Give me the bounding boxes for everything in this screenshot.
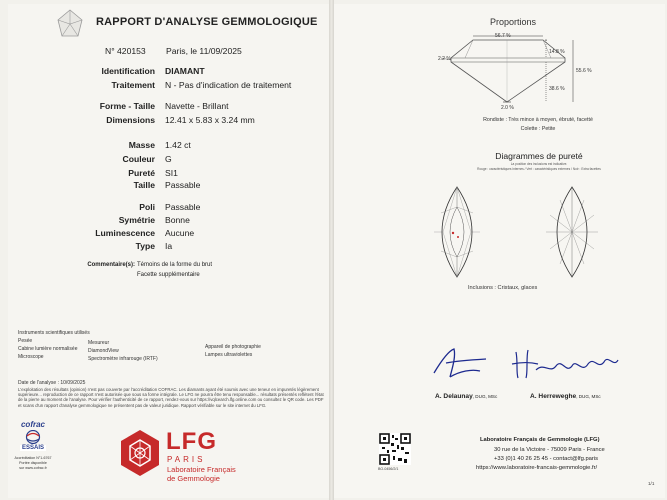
clarity-subtitle: La position des inclusions est indicative.: [510, 162, 568, 166]
comment-line-2: Facette supplémentaire: [137, 272, 200, 278]
proportions-diagram: [425, 30, 595, 110]
prop-total-depth: 55.6 %: [576, 68, 592, 74]
left-page: [8, 4, 330, 498]
value-forme: Navette - Brillant: [165, 101, 229, 111]
lab-contact: +33 (0)1 40 26 25 45 - contact@lfg.paris: [494, 456, 599, 462]
instrument-uv: Lampes ultraviolettes: [205, 352, 253, 358]
lfg-brand: LFG: [166, 428, 217, 455]
cofrac-logo: cofrac: [20, 420, 45, 429]
page-fold: [329, 0, 334, 500]
lfg-name-line1: Laboratoire Français: [167, 465, 236, 474]
label-symetrie: Symétrie: [118, 215, 155, 225]
lfg-city: PARIS: [167, 455, 206, 464]
value-dimensions: 12.41 x 5.83 x 3.24 mm: [165, 115, 255, 125]
label-commentaires: Commentaire(s):: [87, 262, 135, 268]
label-dimensions: Dimensions: [106, 115, 155, 125]
value-poli: Passable: [165, 202, 201, 212]
label-identification: Identification: [101, 66, 155, 76]
prop-culet: 2.0 %: [501, 105, 514, 111]
signature-herreweghe: [510, 344, 620, 382]
inclusions-text: Inclusions : Cristaux, glaces: [468, 285, 538, 291]
value-couleur: G: [165, 154, 172, 164]
cofrac-emblem-icon: [22, 430, 44, 444]
culet-note: Colette : Petite: [520, 126, 556, 132]
report-date: Paris, le 11/09/2025: [166, 46, 242, 56]
girdle-note: Rondiste : Très mince à moyen, ébruté, facetté: [483, 117, 593, 123]
label-couleur: Couleur: [122, 154, 155, 164]
analysis-date: Date de l'analyse : 10/09/2025: [18, 380, 86, 386]
lab-address: 30 rue de la Victoire - 75009 Paris - France: [494, 447, 605, 453]
signatory-2: A. Herreweghe, DUG, MSc: [530, 393, 601, 400]
lfg-name-line2: de Gemmologie: [167, 474, 220, 483]
instrument-photo: Appareil de photographie: [205, 344, 261, 350]
diamond-logo-icon: [54, 8, 86, 40]
report-title: RAPPORT D'ANALYSE GEMMOLOGIQUE: [96, 16, 318, 28]
value-masse: 1.42 ct: [165, 140, 191, 150]
clarity-title: Diagrammes de pureté: [495, 151, 583, 161]
lfg-hexagon-logo-icon: [118, 428, 162, 478]
instrument-mesureur: Mesureur: [88, 340, 110, 346]
clarity-pavilion-diagram: [540, 185, 605, 280]
cofrac-accreditation: Accréditation N°1-6767: [14, 456, 52, 460]
label-forme: Forme - Taille: [99, 101, 155, 111]
clarity-legend: Rouge : caractéristiques internes / Vert : caractéristiques externes / Noir : Extra facettes: [477, 167, 601, 171]
label-luminescence: Luminescence: [95, 228, 155, 238]
instrument-microscope: Microscope: [18, 354, 44, 360]
prop-girdle: 2.2 %: [438, 56, 451, 62]
label-masse: Masse: [128, 140, 155, 150]
label-traitement: Traitement: [111, 80, 155, 90]
inclusion-mark-icon: [452, 232, 454, 234]
lab-name: Laboratoire Français de Gemmologie (LFG): [480, 437, 600, 443]
cofrac-portee: Portée disponible: [19, 461, 47, 465]
comment-line-1: Témoins de la forme du brut: [137, 262, 213, 268]
label-purete: Pureté: [128, 168, 155, 178]
value-taille: Passable: [165, 180, 201, 190]
lab-website[interactable]: https://www.laboratoire-francais-gemmologie.fr/: [476, 465, 598, 471]
qr-code-icon[interactable]: [379, 433, 411, 465]
label-taille: Taille: [133, 180, 155, 190]
instrument-pesee: Pesée: [18, 338, 33, 344]
report-number: N° 420153: [105, 46, 146, 56]
value-luminescence: Aucune: [165, 228, 195, 238]
signatory-1: A. Delaunay, DUG, MSc: [435, 393, 498, 400]
instrument-cabine: Cabine lumière normalisée: [18, 346, 78, 352]
value-symetrie: Bonne: [165, 215, 190, 225]
qr-code-id: BO-0456/2/1: [378, 467, 399, 471]
label-poli: Poli: [139, 202, 155, 212]
proportions-title: Proportions: [490, 17, 537, 27]
value-type: Ia: [165, 241, 173, 251]
clarity-crown-diagram: [425, 185, 490, 280]
legal-text: L'exploitation des résultats (opinion) n'est pas couverte par l'accréditation COFRAC. Les diamants ayant été soumis avec une teneur en impuretés légèrement supérieure... reproduction de ce rapport n'est autorisée que sous sa forme intégrale. Le LFG ne pourra être tenu responsable... résultats présentés reflètent l'état de la pierre au moment de l'analyse. Pour vérifier l'authenticité de ce rapport, rendez-vous sur https://vqlcearch.lfg.online.com ou consultez le QR code. Les PDF et scans d'un rapport d'analyse gemmologique ne présentent pas de valeur juridique. Rapport vérifiable sur le site internet du LFG.: [18, 387, 324, 408]
value-purete: SI1: [165, 168, 178, 178]
inclusion-mark-icon: [457, 236, 459, 238]
instrument-diamondview: DiamondView: [88, 348, 119, 354]
cofrac-site: sur www.cofrac.fr: [19, 466, 47, 470]
page-number: 1/1: [648, 481, 655, 486]
prop-pavilion: 38.6 %: [549, 86, 565, 92]
instruments-title: Instruments scientifiques utilisés: [18, 330, 90, 336]
value-identification: DIAMANT: [165, 66, 205, 76]
label-type: Type: [135, 241, 155, 251]
signature-delaunay: [430, 343, 490, 383]
cofrac-essais: ESSAIS: [21, 445, 44, 451]
value-traitement: N - Pas d'indication de traitement: [165, 80, 292, 90]
prop-table: 56.7 %: [495, 33, 511, 39]
prop-crown: 14.8 %: [549, 49, 565, 55]
instrument-irtf: Spectromètre infrarouge (IRTF): [88, 356, 158, 362]
